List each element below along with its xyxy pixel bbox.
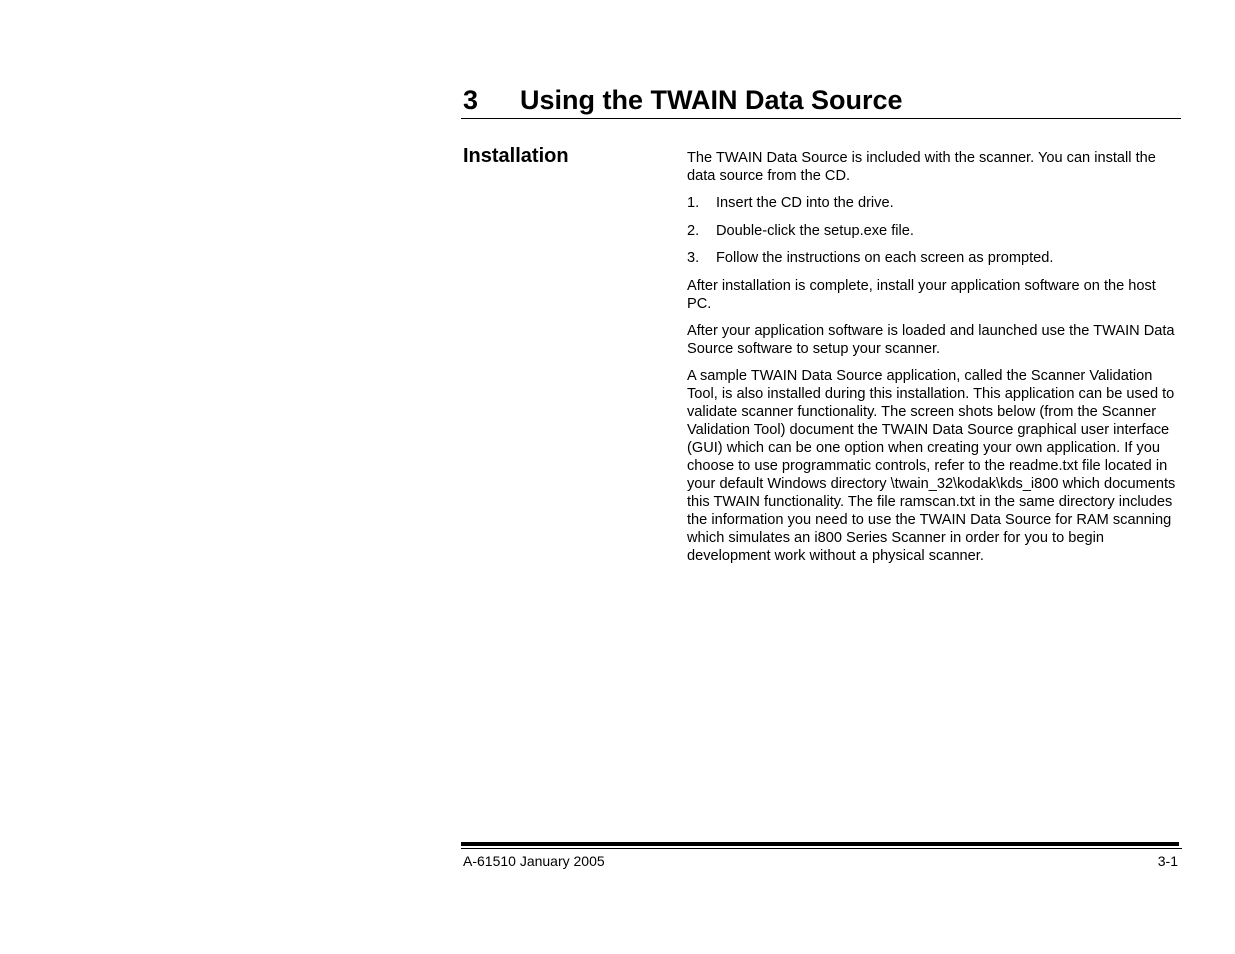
- step-text: Follow the instructions on each screen as prompted.: [716, 250, 1054, 266]
- installation-steps: [687, 194, 1183, 267]
- step-number: 1.: [687, 195, 700, 211]
- sample-application-paragraph: A sample TWAIN Data Source application, called the Scanner Validation Tool, is also installed during this installation. This application can be used to validate scanner functionality. The screen shots below (from the Scanner Validation Tool) document the TWAIN Data Source graphical user interface (GUI) which can be one option when creating your own application. If you choose to use programmatic controls, refer to the readme.txt file located in your default Windows directory \twain_32\kodak\kds_i800 which documents this TWAIN functionality. The file ramscan.txt in the same directory includes the information you need to use the TWAIN Data Source for RAM scanning which simulates an i800 Series Scanner in order for you to begin development work without a physical scanner.: [687, 367, 1176, 564]
- step-text: Double-click the setup.exe file.: [716, 222, 914, 239]
- step-number: 2.: [687, 222, 700, 239]
- chapter-number: 3: [463, 85, 479, 115]
- after-launch-paragraph: After your application software is loaded and launched use the TWAIN Data Source software to setup your scanner.: [687, 322, 1175, 357]
- after-install-paragraph: After installation is complete, install your application software on the host PC.: [687, 277, 1156, 312]
- footer-page-number: 3-1: [1157, 853, 1178, 869]
- intro-paragraph: The TWAIN Data Source is included with the scanner. You can install the data source from the CD.: [687, 150, 1156, 184]
- chapter-title-rule: [461, 118, 1181, 119]
- step-text: Insert the CD into the drive.: [716, 195, 894, 211]
- step-number: 3.: [687, 250, 700, 266]
- step-item: [687, 222, 1183, 240]
- body-column: [687, 149, 1183, 574]
- footer-rule-thin: [461, 848, 1182, 849]
- chapter-title-text: Using the TWAIN Data Source: [520, 85, 903, 115]
- chapter-title: [463, 84, 1181, 117]
- step-item: [687, 249, 1183, 267]
- footer-document-id: A-61510 January 2005: [463, 853, 605, 869]
- section-heading: Installation: [463, 145, 569, 167]
- step-item: [687, 194, 1183, 212]
- footer-rule-thick: [461, 842, 1179, 846]
